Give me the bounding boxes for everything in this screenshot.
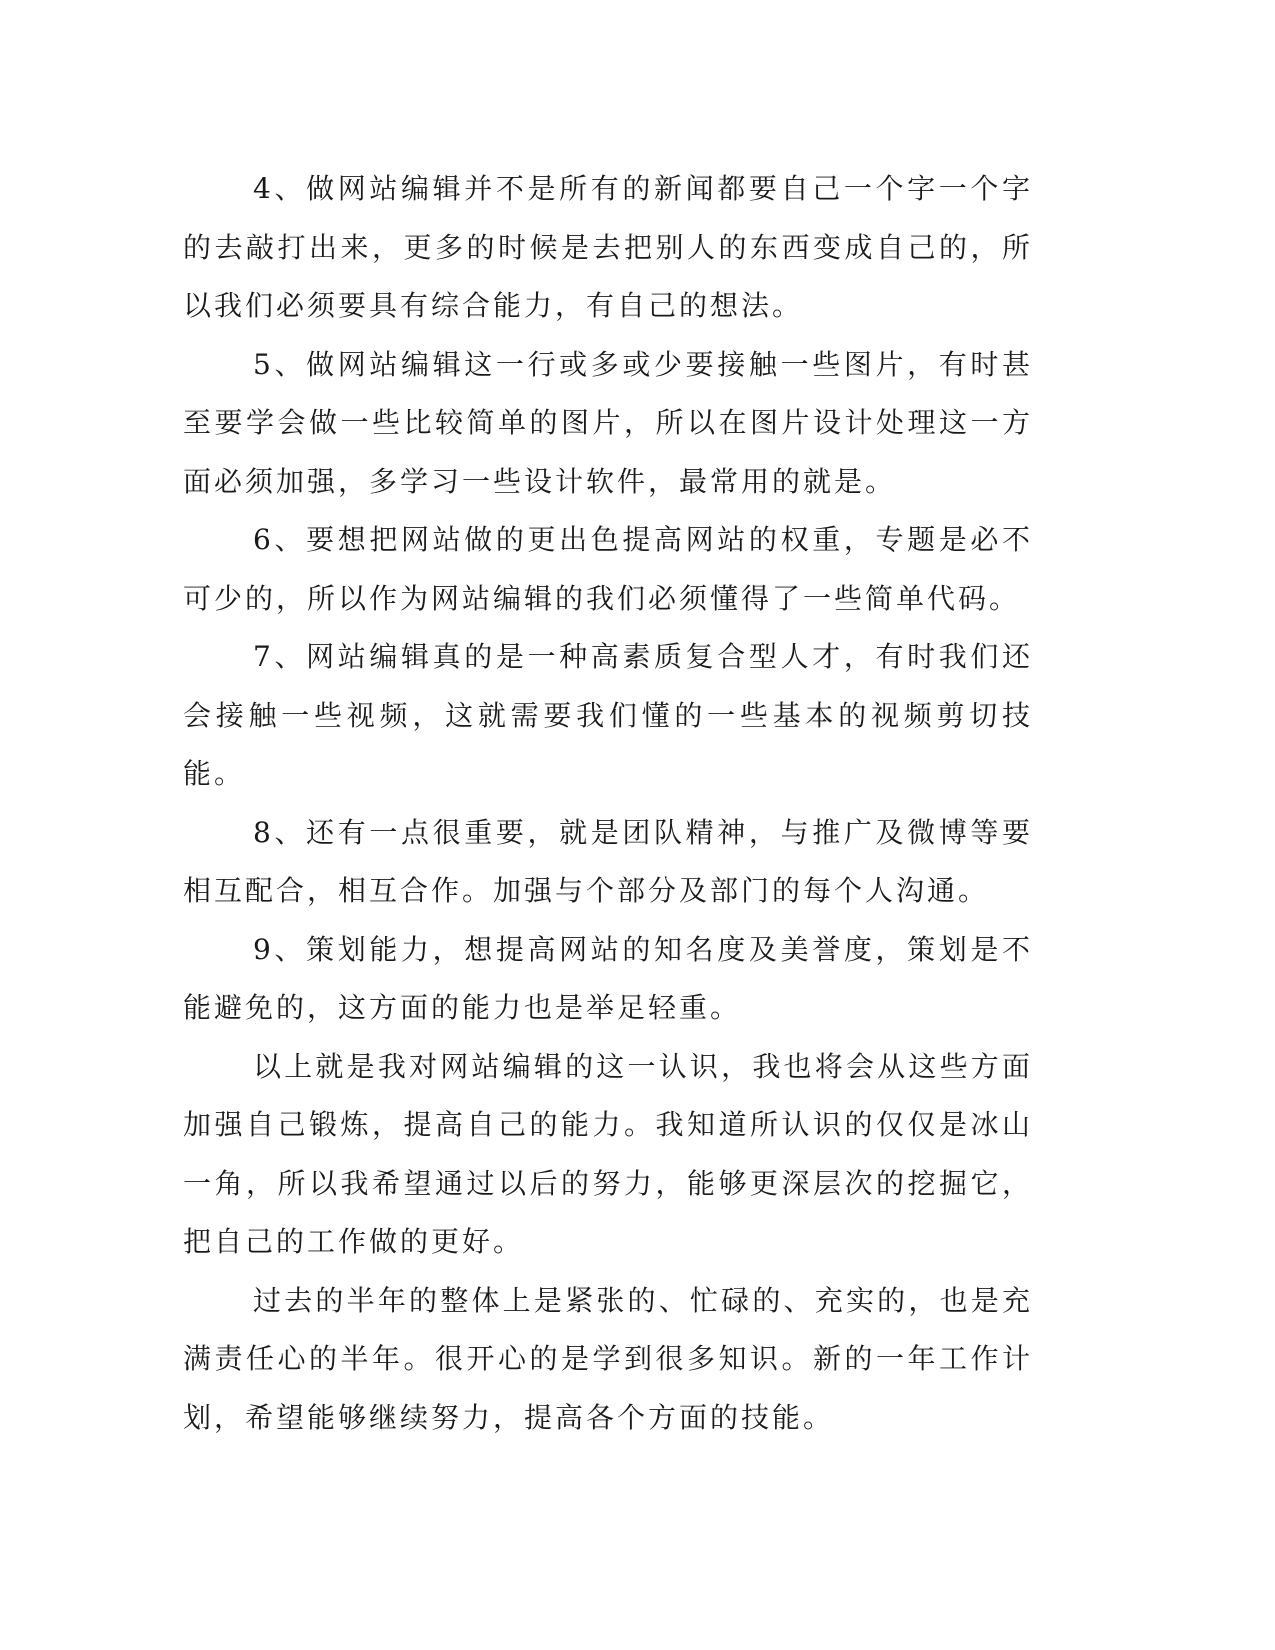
- paragraph-item-5: 5、做网站编辑这一行或多或少要接触一些图片，有时甚至要学会做一些比较简单的图片，所以在图片设计处理这一方面必须加强，多学习一些设计软件，最常用的就是。: [183, 347, 1033, 498]
- document-body: [183, 160, 1033, 1447]
- paragraph-item-9: 9、策划能力，想提高网站的知名度及美誉度，策划是不能避免的，这方面的能力也是举足轻重。: [183, 932, 1033, 1024]
- paragraph-summary: 以上就是我对网站编辑的这一认识，我也将会从这些方面加强自己锻炼，提高自己的能力。我知道所认识的仅仅是冰山一角，所以我希望通过以后的努力，能够更深层次的挖掘它，把自己的工作做的更好。: [183, 1049, 1033, 1258]
- paragraph-item-8: 8、还有一点很重要，就是团队精神，与推广及微博等要相互配合，相互合作。加强与个部分及部门的每个人沟通。: [183, 815, 1033, 907]
- paragraph-item-4: 4、做网站编辑并不是所有的新闻都要自己一个字一个字的去敲打出来，更多的时候是去把别人的东西变成自己的，所以我们必须要具有综合能力，有自己的想法。: [183, 172, 1033, 322]
- paragraph-conclusion: 过去的半年的整体上是紧张的、忙碌的、充实的，也是充满责任心的半年。很开心的是学到很多知识。新的一年工作计划，希望能够继续努力，提高各个方面的技能。: [183, 1283, 1033, 1434]
- paragraph-item-6: 6、要想把网站做的更出色提高网站的权重，专题是必不可少的，所以作为网站编辑的我们必须懂得了一些简单代码。: [183, 523, 1033, 615]
- paragraph-item-7: 7、网站编辑真的是一种高素质复合型人才，有时我们还会接触一些视频，这就需要我们懂的一些基本的视频剪切技能。: [183, 640, 1033, 790]
